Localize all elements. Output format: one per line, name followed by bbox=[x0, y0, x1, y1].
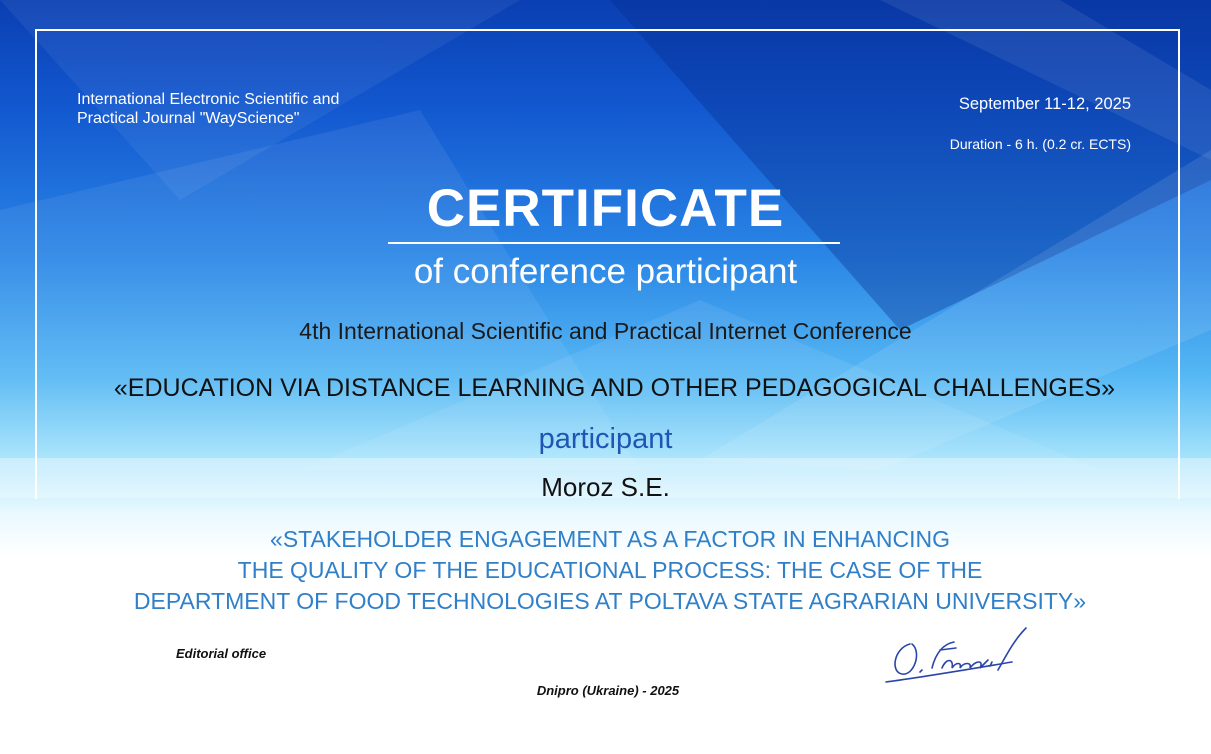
certificate-title: CERTIFICATE bbox=[426, 179, 785, 238]
certificate-subtitle: of conference participant bbox=[413, 252, 798, 291]
signature bbox=[880, 622, 1040, 692]
recipient-role: participant bbox=[538, 423, 673, 455]
editorial-office-label: Editorial office bbox=[176, 646, 267, 661]
place-and-year: Dnipro (Ukraine) - 2025 bbox=[536, 683, 680, 698]
paper-title-line: «STAKEHOLDER ENGAGEMENT AS A FACTOR IN ENHANCING bbox=[270, 526, 950, 552]
conference-theme: «EDUCATION VIA DISTANCE LEARNING AND OTHER PEDAGOGICAL CHALLENGES» bbox=[113, 374, 1116, 402]
event-date: September 11-12, 2025 bbox=[958, 95, 1131, 113]
conference-name: 4th International Scientific and Practical Internet Conference bbox=[299, 318, 912, 344]
journal-name bbox=[77, 90, 397, 128]
paper-title-line: THE QUALITY OF THE EDUCATIONAL PROCESS: THE CASE OF THE bbox=[237, 557, 983, 583]
paper-title bbox=[0, 524, 1211, 617]
journal-line-2: Practical Journal "WayScience" bbox=[77, 110, 300, 127]
event-duration: Duration - 6 h. (0.2 cr. ECTS) bbox=[949, 136, 1131, 152]
title-underline bbox=[388, 242, 840, 244]
paper-title-line: DEPARTMENT OF FOOD TECHNOLOGIES AT POLTAVA STATE AGRARIAN UNIVERSITY» bbox=[133, 588, 1087, 614]
recipient-name: Moroz S.E. bbox=[541, 472, 670, 502]
journal-line-1: International Electronic Scientific and bbox=[77, 91, 340, 108]
